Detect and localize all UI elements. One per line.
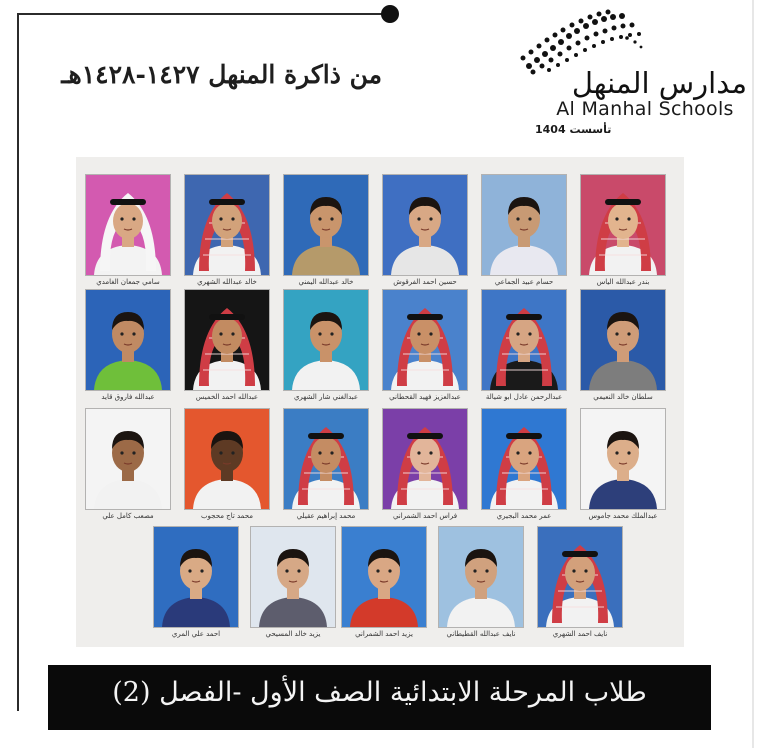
logo-english-name: Al Manhal Schools bbox=[556, 98, 734, 120]
student-card bbox=[581, 290, 665, 404]
student-photo bbox=[482, 290, 566, 390]
class-photo-poster bbox=[76, 157, 684, 647]
student-card bbox=[581, 409, 665, 523]
student-photo bbox=[86, 290, 170, 390]
student-card bbox=[482, 290, 566, 404]
student-card bbox=[383, 175, 467, 289]
student-photo bbox=[154, 527, 238, 627]
student-card bbox=[284, 175, 368, 289]
student-name: خالد عبدالله اليمني bbox=[298, 278, 354, 286]
student-photo bbox=[482, 175, 566, 275]
student-photo bbox=[185, 175, 269, 275]
student-photo bbox=[538, 527, 622, 627]
student-name: محمد تاج محجوب bbox=[200, 512, 254, 520]
student-name: عبدالغني شار الشهري bbox=[293, 393, 359, 401]
student-name: فراس احمد الشمراني bbox=[392, 512, 458, 520]
student-photo bbox=[383, 409, 467, 509]
student-photo bbox=[383, 290, 467, 390]
student-card bbox=[154, 527, 238, 641]
student-name: مصعب كامل علي bbox=[102, 512, 154, 520]
school-logo bbox=[515, 8, 747, 138]
student-photo bbox=[383, 175, 467, 275]
caption-text: طلاب المرحلة الابتدائية الصف الأول -الفصل (2) bbox=[112, 677, 647, 708]
student-name: حسام عبيد الجماعي bbox=[494, 278, 554, 286]
student-name: عبدالملك محمد جاموس bbox=[588, 512, 658, 520]
student-name: يزيد احمد الشمراني bbox=[355, 630, 413, 638]
frame-left-line bbox=[17, 13, 19, 711]
student-card bbox=[284, 409, 368, 523]
student-photo bbox=[185, 409, 269, 509]
frame-top-line bbox=[17, 13, 390, 15]
student-card bbox=[581, 175, 665, 289]
student-card bbox=[185, 290, 269, 404]
page-edge bbox=[752, 0, 754, 748]
student-photo bbox=[284, 409, 368, 509]
student-name: عبدالعزيز فهيد القحطاني bbox=[389, 393, 461, 401]
student-photo bbox=[86, 409, 170, 509]
student-card bbox=[251, 527, 335, 641]
student-photo bbox=[581, 409, 665, 509]
student-photo bbox=[581, 175, 665, 275]
student-name: يزيد خالد المسيحي bbox=[265, 630, 321, 638]
student-card bbox=[538, 527, 622, 641]
student-name: سامي جمعان الغامدي bbox=[96, 278, 160, 286]
student-name: حسين احمد الفرقوش bbox=[393, 278, 457, 286]
student-photo bbox=[185, 290, 269, 390]
student-name: بندر عبدالله الياس bbox=[596, 278, 650, 286]
student-name: نايف عبدالله القطيطاني bbox=[446, 630, 516, 638]
student-card bbox=[185, 409, 269, 523]
page-heading: من ذاكرة المنهل ١٤٢٧-١٤٢٨هـ bbox=[61, 60, 382, 89]
student-name: احمد علي المري bbox=[171, 630, 221, 638]
student-card bbox=[482, 175, 566, 289]
logo-established: تأسست 1404 bbox=[535, 123, 612, 136]
student-photo bbox=[439, 527, 523, 627]
student-card bbox=[284, 290, 368, 404]
student-name: نايف احمد الشهري bbox=[552, 630, 608, 638]
student-name: محمد إبراهيم عقيلي bbox=[296, 512, 356, 520]
student-card bbox=[86, 175, 170, 289]
student-photo bbox=[482, 409, 566, 509]
student-photo bbox=[284, 290, 368, 390]
student-photo bbox=[86, 175, 170, 275]
student-card bbox=[86, 409, 170, 523]
student-photo bbox=[284, 175, 368, 275]
student-photo bbox=[342, 527, 426, 627]
student-card bbox=[383, 409, 467, 523]
student-name: خالد عبدالله الشهري bbox=[197, 278, 257, 286]
caption-bar bbox=[48, 665, 711, 730]
student-name: سلطان خالد النعيمي bbox=[593, 393, 653, 401]
student-card bbox=[439, 527, 523, 641]
student-name: عبدالرحمن عادل ابو شيالة bbox=[485, 393, 563, 401]
student-photo bbox=[251, 527, 335, 627]
student-card bbox=[342, 527, 426, 641]
student-card bbox=[482, 409, 566, 523]
student-photo bbox=[581, 290, 665, 390]
student-card bbox=[185, 175, 269, 289]
student-name: عبدالله احمد الخميس bbox=[195, 393, 259, 401]
student-name: عبدالله فاروق قايد bbox=[101, 393, 155, 401]
student-card bbox=[383, 290, 467, 404]
frame-dot bbox=[381, 5, 399, 23]
student-name: عمر محمد البجيري bbox=[496, 512, 552, 520]
student-card bbox=[86, 290, 170, 404]
logo-arabic-name: مدارس المنهل bbox=[571, 66, 747, 100]
